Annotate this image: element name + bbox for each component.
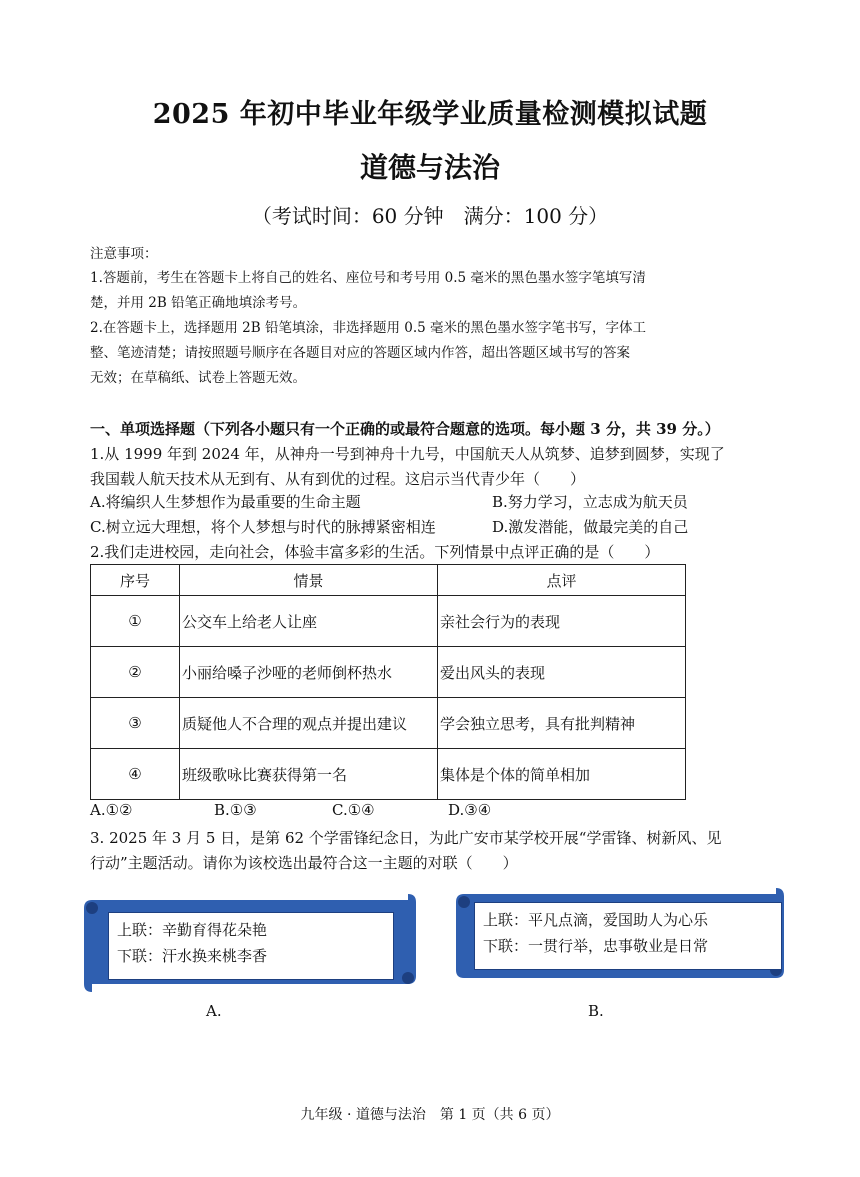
row-scene: 小丽给嗓子沙哑的老师倒杯热水 bbox=[180, 647, 438, 698]
row-comment: 亲社会行为的表现 bbox=[438, 596, 686, 647]
table-header-cell: 情景 bbox=[180, 565, 438, 596]
row-scene: 班级歌咏比赛获得第一名 bbox=[180, 749, 438, 800]
q1-stem-line1: 1.从 1999 年到 2024 年，从神舟一号到神舟十九号，中国航天人从筑梦、追梦到圆梦，实现了 bbox=[90, 445, 725, 463]
q3-stem-line1: 3. 2025 年 3 月 5 日，是第 62 个学雷锋纪念日，为此广安市某学校开展“学雷锋、树新风、见 bbox=[90, 829, 722, 847]
scroll-b-text-box bbox=[474, 902, 782, 970]
q1-option-c: C.树立远大理想，将个人梦想与时代的脉搏紧密相连 bbox=[90, 518, 436, 536]
row-number: ① bbox=[91, 596, 180, 647]
row-comment: 学会独立思考，具有批判精神 bbox=[438, 698, 686, 749]
q2-stem: 2.我们走进校园，走向社会，体验丰富多彩的生活。下列情景中点评正确的是（ ） bbox=[90, 543, 660, 561]
q2-option-d: D.③④ bbox=[448, 801, 492, 819]
exam-title: 2025 年初中毕业年级学业质量检测模拟试题 bbox=[152, 99, 708, 130]
table-row bbox=[91, 596, 686, 647]
row-scene: 质疑他人不合理的观点并提出建议 bbox=[180, 698, 438, 749]
table-header-cell: 序号 bbox=[91, 565, 180, 596]
q3-stem-line2: 行动”主题活动。请你为该校选出最符合这一主题的对联（ ） bbox=[90, 854, 518, 872]
scroll-a-lower: 下联：汗水换来桃李香 bbox=[117, 947, 268, 965]
q2-table bbox=[90, 564, 686, 800]
row-scene: 公交车上给老人让座 bbox=[180, 596, 438, 647]
row-comment: 集体是个体的简单相加 bbox=[438, 749, 686, 800]
q2-option-c: C.①④ bbox=[332, 801, 375, 819]
scroll-b bbox=[452, 882, 788, 982]
table-header-row bbox=[91, 565, 686, 596]
exam-info: （考试时间：60 分钟 满分：100 分） bbox=[251, 204, 609, 228]
subject-title: 道德与法治 bbox=[359, 151, 500, 184]
notice-item2-line1: 2.在答题卡上，选择题用 2B 铅笔填涂，非选择题用 0.5 毫米的黑色墨水签字笔书写，字体工 bbox=[90, 320, 647, 336]
table-row bbox=[91, 698, 686, 749]
q1-option-d: D.激发潜能，做最完美的自己 bbox=[492, 518, 689, 536]
table-header-cell: 点评 bbox=[438, 565, 686, 596]
scroll-a-upper: 上联：辛勤育得花朵艳 bbox=[117, 921, 268, 939]
scroll-b-lower: 下联：一贯行举，忠事敬业是日常 bbox=[483, 937, 709, 955]
q2-option-a: A.①② bbox=[90, 801, 133, 819]
q2-option-b: B.①③ bbox=[214, 801, 257, 819]
q1-option-b: B.努力学习，立志成为航天员 bbox=[492, 493, 688, 511]
notice-item1-line1: 1.答题前，考生在答题卡上将自己的姓名、座位号和考号用 0.5 毫米的黑色墨水签字笔填写清 bbox=[90, 270, 646, 286]
notice-item1-line2: 楚，并用 2B 铅笔正确地填涂考号。 bbox=[90, 295, 307, 311]
row-number: ④ bbox=[91, 749, 180, 800]
notice-item2-line3: 无效；在草稿纸、试卷上答题无效。 bbox=[90, 370, 306, 386]
row-number: ② bbox=[91, 647, 180, 698]
scroll-a bbox=[78, 888, 418, 1002]
scroll-a-text-box bbox=[108, 912, 394, 980]
q1-stem-line2: 我国载人航天技术从无到有、从有到优的过程。这启示当代青少年（ ） bbox=[90, 470, 586, 488]
notice-item2-line2: 整、笔迹清楚；请按照题号顺序在各题目对应的答题区域内作答，超出答题区域书写的答案 bbox=[90, 345, 630, 361]
scroll-b-upper: 上联：平凡点滴，爱国助人为心乐 bbox=[483, 911, 709, 929]
row-comment: 爱出风头的表现 bbox=[438, 647, 686, 698]
page-footer: 九年级 · 道德与法治 第 1 页（共 6 页） bbox=[300, 1107, 560, 1123]
table-row bbox=[91, 647, 686, 698]
scroll-a-label: A. bbox=[206, 1002, 222, 1020]
notice-heading: 注意事项： bbox=[90, 246, 158, 262]
section1-heading: 一、单项选择题（下列各小题只有一个正确的或最符合题意的选项。每小题 3 分，共 39 分。） bbox=[90, 420, 720, 438]
scroll-b-label: B. bbox=[588, 1002, 604, 1020]
q1-option-a: A.将编织人生梦想作为最重要的生命主题 bbox=[90, 493, 361, 511]
row-number: ③ bbox=[91, 698, 180, 749]
table-row bbox=[91, 749, 686, 800]
